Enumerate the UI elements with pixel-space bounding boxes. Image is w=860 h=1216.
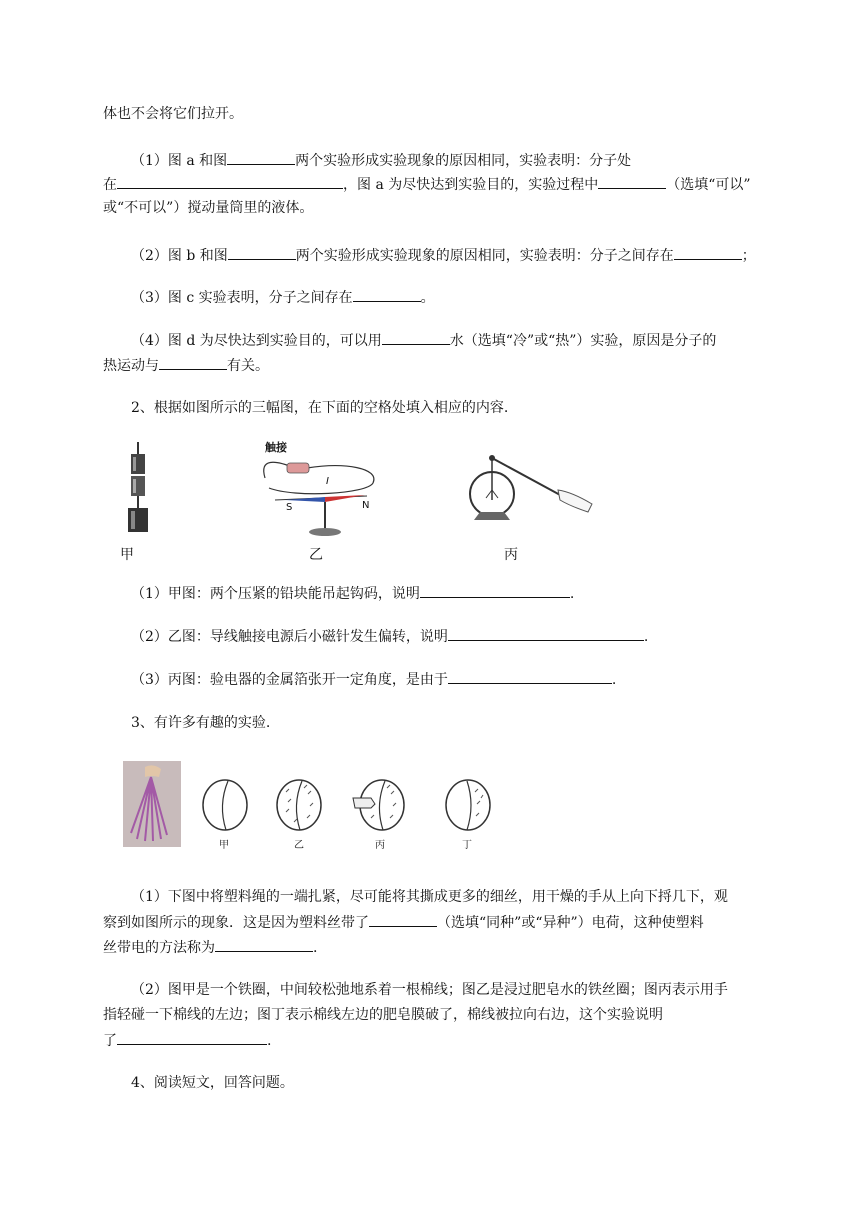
section-2-q2: [131, 626, 648, 647]
text: 有关。: [227, 358, 269, 374]
question-1c: 或“不可以”）搅动量筒里的液体。: [103, 200, 314, 216]
figure-2-label-yi: 乙: [309, 547, 323, 563]
question-1a: [131, 150, 631, 171]
answer-blank[interactable]: [227, 150, 295, 165]
text: ，图 a 为尽快达到实验目的，实验过程中: [343, 177, 599, 193]
answer-blank[interactable]: [353, 287, 421, 302]
figure-2-n-label: N: [362, 500, 370, 511]
text: ；: [741, 248, 756, 264]
text: 两个实验形成实验现象的原因相同，实验表明：分子处: [295, 153, 632, 169]
question-2: [131, 245, 756, 266]
section-2-title: 2、根据如图所示的三幅图，在下面的空格处填入相应的内容.: [131, 400, 509, 416]
text: .: [313, 940, 318, 956]
answer-blank[interactable]: [674, 245, 742, 260]
question-4b: [103, 355, 269, 376]
figure-3-label-yi: 乙: [294, 840, 304, 851]
text: 。: [420, 290, 435, 306]
figure-2-bing: [462, 450, 602, 540]
text: （1）图 a 和图: [131, 153, 228, 169]
figure-3-ding: [443, 778, 493, 832]
section-3-q2c: [103, 1030, 271, 1051]
answer-blank[interactable]: [448, 626, 644, 641]
text: 丝带电的方法称为: [103, 940, 215, 956]
figure-3-label-jia: 甲: [219, 840, 229, 851]
question-3: [131, 287, 435, 308]
figure-3-photo: [123, 761, 181, 847]
text: （3）丙图：验电器的金属箔张开一定角度，是由于: [131, 672, 448, 688]
answer-blank[interactable]: [598, 174, 666, 189]
text: （选填“同种”或“异种”）电荷，这种使塑料: [437, 915, 704, 931]
answer-blank[interactable]: [215, 937, 313, 952]
figure-2-s-label: S: [286, 502, 293, 513]
text: （3）图 c 实验表明，分子之间存在: [131, 290, 353, 306]
figure-3-yi: [274, 778, 324, 832]
figure-3-bing: [351, 778, 407, 832]
text: 在: [103, 177, 117, 193]
answer-blank[interactable]: [228, 245, 296, 260]
text: .: [569, 586, 575, 602]
text-line: 体也不会将它们拉开。: [103, 106, 243, 122]
text: （2）图 b 和图: [131, 248, 228, 264]
section-4-title: 4、阅读短文，回答问题。: [131, 1075, 294, 1091]
text: .: [267, 1033, 272, 1049]
section-3-q2b: 指轻碰一下棉线的左边；图丁表示棉线左边的肥皂膜破了，棉线被拉向右边，这个实验说明: [103, 1007, 663, 1023]
figure-2-label-jia: 甲: [120, 547, 134, 563]
text: .: [643, 629, 649, 645]
text: 了: [103, 1033, 117, 1049]
section-2-q3: [131, 669, 616, 690]
figure-2-chujie: 触接: [265, 441, 287, 454]
section-3-title: 3、有许多有趣的实验.: [131, 715, 271, 731]
figure-3-label-ding: 丁: [462, 840, 472, 851]
text: .: [611, 672, 617, 688]
section-2-q1: [131, 583, 574, 604]
text: 水（选填“冷”或“热”）实验，原因是分子的: [449, 333, 717, 349]
figure-2-label-bing: 丙: [504, 547, 518, 563]
answer-blank[interactable]: [117, 174, 343, 189]
text: （1）甲图：两个压紧的铅块能吊起钩码，说明: [131, 586, 420, 602]
section-3-q1c: [103, 937, 317, 958]
question-1b: [103, 174, 751, 195]
answer-blank[interactable]: [382, 330, 450, 345]
text: （选填“可以”: [666, 177, 751, 193]
figure-2-jia: [118, 440, 158, 540]
answer-blank[interactable]: [117, 1030, 267, 1045]
text: （2）乙图：导线触接电源后小磁针发生偏转，说明: [131, 629, 448, 645]
answer-blank[interactable]: [420, 583, 570, 598]
figure-3-label-bing: 丙: [375, 840, 385, 851]
section-3-q1b: [103, 912, 704, 933]
question-4a: [131, 330, 716, 351]
section-3-q2a: （2）图甲是一个铁圈，中间较松弛地系着一根棉线；图乙是浸过肥皂水的铁丝圈；图丙表示用手: [131, 982, 728, 998]
text: 两个实验形成实验现象的原因相同，实验表明：分子之间存在: [295, 248, 674, 264]
answer-blank[interactable]: [448, 669, 612, 684]
text: 察到如图所示的现象．这是因为塑料丝带了: [103, 915, 369, 931]
answer-blank[interactable]: [369, 912, 437, 927]
text: 热运动与: [103, 358, 159, 374]
figure-3-jia: [200, 778, 250, 832]
section-3-q1a: （1）下图中将塑料绳的一端扎紧，尽可能将其撕成更多的细丝，用干燥的手从上向下捋几下，观: [131, 889, 728, 905]
answer-blank[interactable]: [159, 355, 227, 370]
text: （4）图 d 为尽快达到实验目的，可以用: [131, 333, 382, 349]
figure-2-i-label: I: [326, 476, 329, 487]
